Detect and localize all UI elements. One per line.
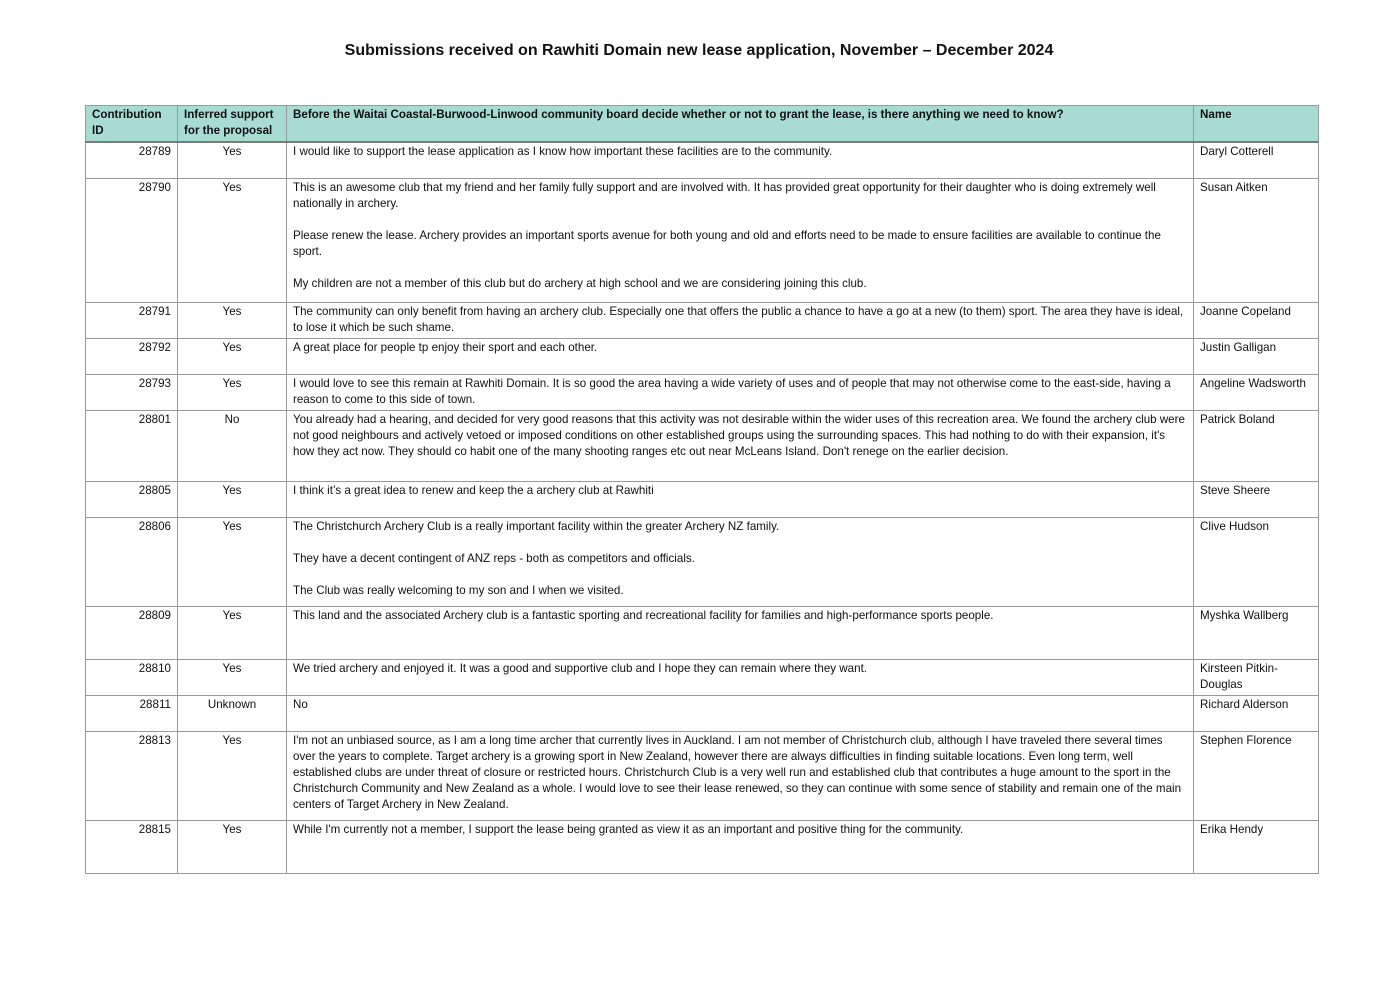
document-title: Submissions received on Rawhiti Domain new lease application, November – December 2024: [344, 42, 1054, 59]
inferred-support-cell: Yes: [178, 517, 287, 606]
response-cell: [287, 731, 1194, 820]
contribution-id-cell: 28790: [86, 178, 178, 302]
contribution-id-cell: 28792: [86, 338, 178, 374]
response-cell: [287, 374, 1194, 410]
response-paragraph: This land and the associated Archery club is a fantastic sporting and recreational facility for families and high-performance sports people.: [293, 608, 994, 622]
contribution-id-cell: 28815: [86, 820, 178, 873]
response-paragraph: You already had a hearing, and decided for very good reasons that this activity was not desirable within the wider uses of this recreation area. We found the archery club were not good neighbours and actively vetoed or imposed conditions on other established groups using the surrounding spaces. This had nothing to do with their expansion, it's how they act now. They should co habit one of the many shooting ranges etc out near McLeans Island. Don't renege on the earlier decision.: [293, 412, 1185, 458]
contribution-id-cell: 28801: [86, 410, 178, 481]
response-paragraph: They have a decent contingent of ANZ reps - both as competitors and officials.: [293, 551, 695, 565]
response-cell: [287, 410, 1194, 481]
header-contribution-id: Contribution ID: [86, 106, 178, 143]
submitter-name-cell: Susan Aitken: [1194, 178, 1319, 302]
table-row: [86, 178, 1319, 302]
submitter-name-cell: Myshka Wallberg: [1194, 606, 1319, 659]
response-paragraph: I think it’s a great idea to renew and keep the a archery club at Rawhiti: [293, 483, 654, 497]
inferred-support-cell: Unknown: [178, 695, 287, 731]
inferred-support-cell: Yes: [178, 731, 287, 820]
submissions-table: [85, 105, 1319, 874]
contribution-id-cell: 28806: [86, 517, 178, 606]
inferred-support-cell: Yes: [178, 481, 287, 517]
table-row: [86, 142, 1319, 178]
table-row: [86, 695, 1319, 731]
header-inferred-support: Inferred support for the proposal: [178, 106, 287, 143]
response-paragraph: The Christchurch Archery Club is a really important facility within the greater Archery NZ family.: [293, 519, 780, 533]
inferred-support-cell: No: [178, 410, 287, 481]
submitter-name-cell: Richard Alderson: [1194, 695, 1319, 731]
inferred-support-cell: Yes: [178, 142, 287, 178]
table-header-row: [86, 106, 1319, 143]
submitter-name-cell: Steve Sheere: [1194, 481, 1319, 517]
response-cell: [287, 178, 1194, 302]
response-cell: [287, 606, 1194, 659]
submitter-name-cell: Stephen Florence: [1194, 731, 1319, 820]
submitter-name-cell: Angeline Wadsworth: [1194, 374, 1319, 410]
table-row: [86, 374, 1319, 410]
response-paragraph: My children are not a member of this club but do archery at high school and we are considering joining this club.: [293, 276, 867, 290]
response-cell: [287, 302, 1194, 338]
response-paragraph: The Club was really welcoming to my son and I when we visited.: [293, 583, 624, 597]
table-row: [86, 338, 1319, 374]
response-paragraph: While I'm currently not a member, I support the lease being granted as view it as an important and positive thing for the community.: [293, 822, 964, 836]
table-row: [86, 410, 1319, 481]
table-row: [86, 302, 1319, 338]
inferred-support-cell: Yes: [178, 659, 287, 695]
inferred-support-cell: Yes: [178, 820, 287, 873]
table-row: [86, 731, 1319, 820]
table-row: [86, 659, 1319, 695]
inferred-support-cell: Yes: [178, 338, 287, 374]
contribution-id-cell: 28791: [86, 302, 178, 338]
contribution-id-cell: 28811: [86, 695, 178, 731]
table-row: [86, 606, 1319, 659]
contribution-id-cell: 28813: [86, 731, 178, 820]
response-paragraph: We tried archery and enjoyed it. It was a good and supportive club and I hope they can remain where they want.: [293, 661, 868, 675]
contribution-id-cell: 28789: [86, 142, 178, 178]
submitter-name-cell: Daryl Cotterell: [1194, 142, 1319, 178]
submitter-name-cell: Clive Hudson: [1194, 517, 1319, 606]
response-paragraph: I would love to see this remain at Rawhiti Domain. It is so good the area having a wide variety of uses and of people that may not otherwise come to the east-side, having a reason to come to this side of town.: [293, 376, 1171, 406]
response-cell: [287, 517, 1194, 606]
response-cell: [287, 142, 1194, 178]
submitter-name-cell: Justin Galligan: [1194, 338, 1319, 374]
header-name: Name: [1194, 106, 1319, 143]
table-row: [86, 481, 1319, 517]
response-paragraph: This is an awesome club that my friend and her family fully support and are involved with. It has provided great opportunity for their daughter who is doing extremely well nationally in archery.: [293, 180, 1156, 210]
submitter-name-cell: Joanne Copeland: [1194, 302, 1319, 338]
contribution-id-cell: 28809: [86, 606, 178, 659]
response-paragraph: I'm not an unbiased source, as I am a long time archer that currently lives in Auckland. I am not member of Christchurch club, although I have traveled there several times over the years to complete. Target archery is a growing sport in New Zealand, however there are always difficulties in finding suitable locations. Even long term, well established clubs are under threat of closure or restricted hours. Christchurch Club is a very well run and established club that contributes a huge amount to the sport in the Christchurch Community and New Zealand as a whole. I would love to see their lease renewed, so they can continue with some sence of stability and remain one of the main centers of Target Archery in New Zealand.: [293, 733, 1182, 811]
table-body: [86, 142, 1319, 873]
contribution-id-cell: 28810: [86, 659, 178, 695]
response-cell: [287, 338, 1194, 374]
inferred-support-cell: Yes: [178, 374, 287, 410]
submitter-name-cell: Patrick Boland: [1194, 410, 1319, 481]
inferred-support-cell: Yes: [178, 178, 287, 302]
submitter-name-cell: Kirsteen Pitkin-Douglas: [1194, 659, 1319, 695]
response-paragraph: Please renew the lease. Archery provides an important sports avenue for both young and old and efforts need to be made to ensure facilities are available to continue the sport.: [293, 228, 1161, 258]
submitter-name-cell: Erika Hendy: [1194, 820, 1319, 873]
response-cell: [287, 695, 1194, 731]
table-row: [86, 517, 1319, 606]
inferred-support-cell: Yes: [178, 606, 287, 659]
contribution-id-cell: 28805: [86, 481, 178, 517]
response-cell: [287, 659, 1194, 695]
response-paragraph: A great place for people tp enjoy their sport and each other.: [293, 340, 598, 354]
response-paragraph: I would like to support the lease application as I know how important these facilities are to the community.: [293, 145, 833, 158]
response-cell: [287, 820, 1194, 873]
response-paragraph: The community can only benefit from having an archery club. Especially one that offers the public a chance to have a go at a new (to them) sport. The area they have is ideal, to lose it which be such shame.: [293, 304, 1184, 334]
response-cell: [287, 481, 1194, 517]
table-row: [86, 820, 1319, 873]
header-response-question: Before the Waitai Coastal-Burwood-Linwood community board decide whether or not to grant the lease, is there anything we need to know?: [287, 106, 1194, 143]
inferred-support-cell: Yes: [178, 302, 287, 338]
contribution-id-cell: 28793: [86, 374, 178, 410]
response-paragraph: No: [293, 697, 308, 711]
